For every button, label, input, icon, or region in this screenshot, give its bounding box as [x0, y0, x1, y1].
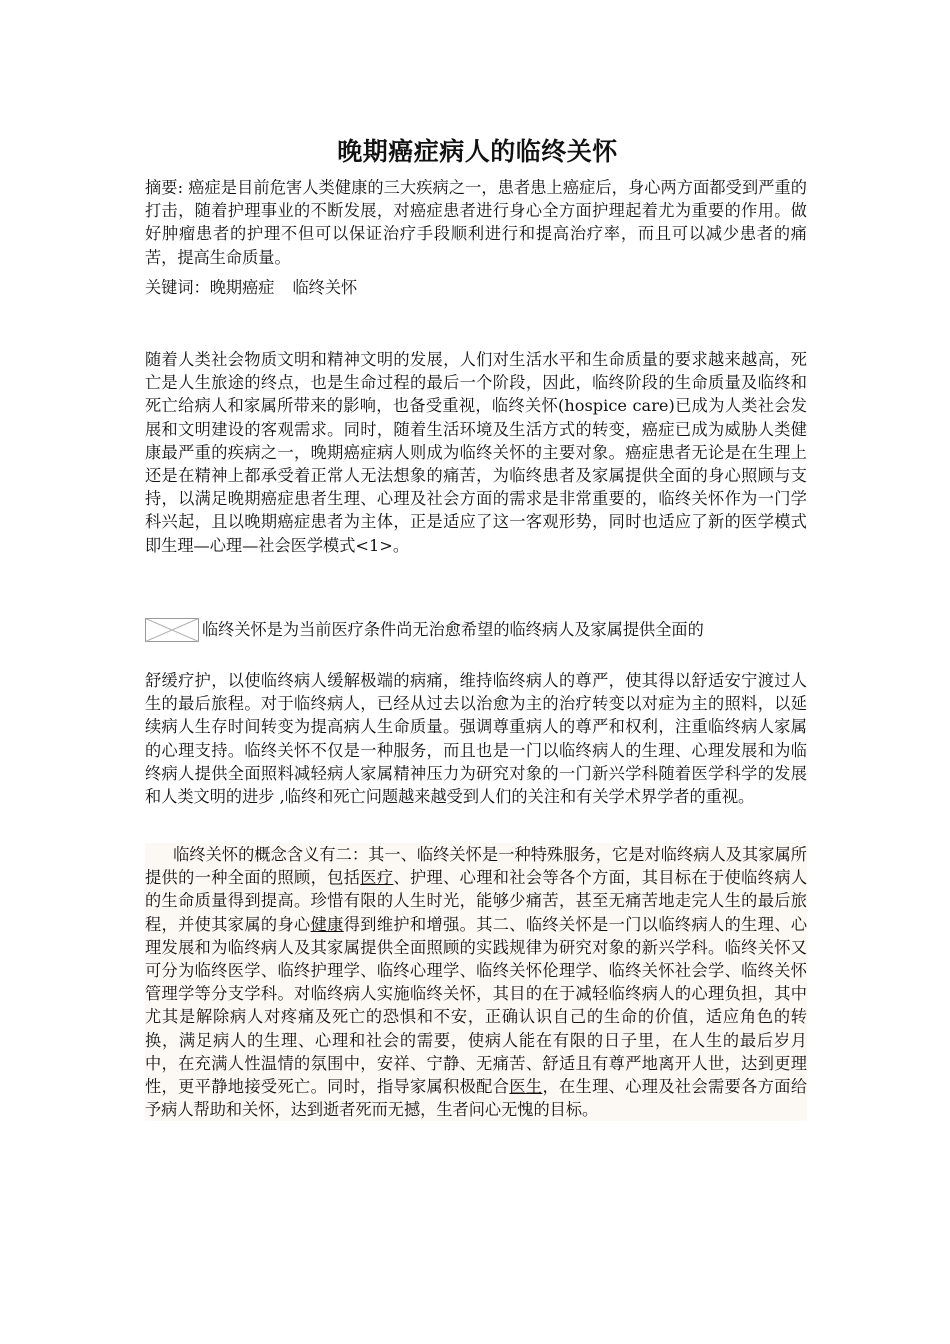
paragraph-3-part-a: 临终关怀的概念含义有二：其一、临终关怀是一种特殊服务，它是对临终病人及其家属所提供的一种全面的照顾，包括 — [145, 845, 807, 888]
paragraph-3 — [145, 843, 807, 1121]
broken-image-icon — [145, 618, 199, 642]
paragraph-3-part-c: 得到维护和增强。其二、临终关怀是一门以临终病人的生理、心理发展和为临终病人及其家属提供全面照顾的实践规律为研究对象的新兴学科。临终关怀又可分为临终医学、临终护理学、临终心理学、临终关怀伦理学、临终关怀社会学、临终关怀管理学等分支学科。对临终病人实施临终关怀，其目的在于减轻临终病人的心理负担，其中尤其是解除病人对疼痛及死亡的恐惧和不安，正确认识自己的生命的价值，适应角色的转换，满足病人的生理、心理和社会的需要，使病人能在有限的日子里，在人生的最后岁月中，在充满人性温情的氛围中，安祥、宁静、无痛苦、舒适且有尊严地离开人世，达到更理性，更平静地接受死亡。同时，指导家属积极配合 — [145, 914, 808, 1097]
paragraph-3-part-d: ，在生理、心理及社会需要各方面给予病人帮助和关怀，达到逝者死而无撼，生者问心无愧的目标。 — [145, 1077, 808, 1120]
keywords-line — [145, 276, 807, 299]
keywords-label: 关键词： — [145, 278, 210, 297]
link-doctor[interactable]: 医生 — [509, 1077, 543, 1097]
paragraph-2: 舒缓疗护，以使临终病人缓解极端的病痛，维持临终病人的尊严，使其得以舒适安宁渡过人生的最后旅程。对于临终病人，已经从过去以治愈为主的治疗转变以对症为主的照料，以延续病人生存时间转变为提高病人生命质量。强调尊重病人的尊严和权利，注重临终病人家属的心理支持。临终关怀不仅是一种服务，而且也是一门以临终病人的生理、心理发展和为临终病人提供全面照料减轻病人家属精神压力为研究对象的一门新兴学科随着医学科学的发展和人类文明的进步 ,临终和死亡问题越来越受到人们的关注和有关学术界学者的重视。 — [145, 671, 807, 807]
image-line-text: 临终关怀是为当前医疗条件尚无治愈希望的临终病人及家属提供全面的 — [202, 620, 704, 640]
keyword-late-cancer: 晚期癌症 — [209, 278, 275, 297]
image-line — [145, 616, 810, 644]
abstract-paragraph: 摘要: 癌症是目前危害人类健康的三大疾病之一，患者患上癌症后，身心两方面都受到严重的打击，随着护理事业的不断发展，对癌症患者进行身心全方面护理起着尤为重要的作用。做好肿瘤患者的护理不但可以保证治疗手段顺利进行和提高治疗率，而且可以减少患者的痛苦，提高生命质量。 — [145, 178, 807, 267]
link-medical[interactable]: 医疗 — [360, 868, 394, 888]
intro-paragraph: 随着人类社会物质文明和精神文明的发展，人们对生活水平和生命质量的要求越来越高，死亡是人生旅途的终点，也是生命过程的最后一个阶段，因此，临终阶段的生命质量及临终和死亡给病人和家属所带来的影响，也备受重视，临终关怀(hospice care)已成为人类社会发展和文明建设的客观需求。同时，随着生活环境及生活方式的转变，癌症已成为威胁人类健康最严重的疾病之一，晚期癌症病人则成为临终关怀的主要对象。癌症患者无论是在生理上还是在精神上都承受着正常人无法想象的痛苦，为临终患者及家属提供全面的身心照顾与支持，以满足晚期癌症患者生理、心理及社会方面的需求是非常重要的，临终关怀作为一门学科兴起，且以晚期癌症患者为主体，正是适应了这一客观形势，同时也适应了新的医学模式即生理—心理—社会医学模式<1>。 — [145, 350, 807, 555]
paragraph-3-part-b: 、护理、心理和社会等各个方面，其目标在于使临终病人的生命质量得到提高。珍惜有限的人生时光，能够少痛苦，甚至无痛苦地走完人生的最后旅程，并使其家属的身心 — [145, 868, 808, 934]
link-health[interactable]: 健康 — [310, 914, 344, 934]
document-title: 晚期癌症病人的临终关怀 — [337, 137, 618, 166]
keyword-hospice: 临终关怀 — [292, 278, 358, 297]
